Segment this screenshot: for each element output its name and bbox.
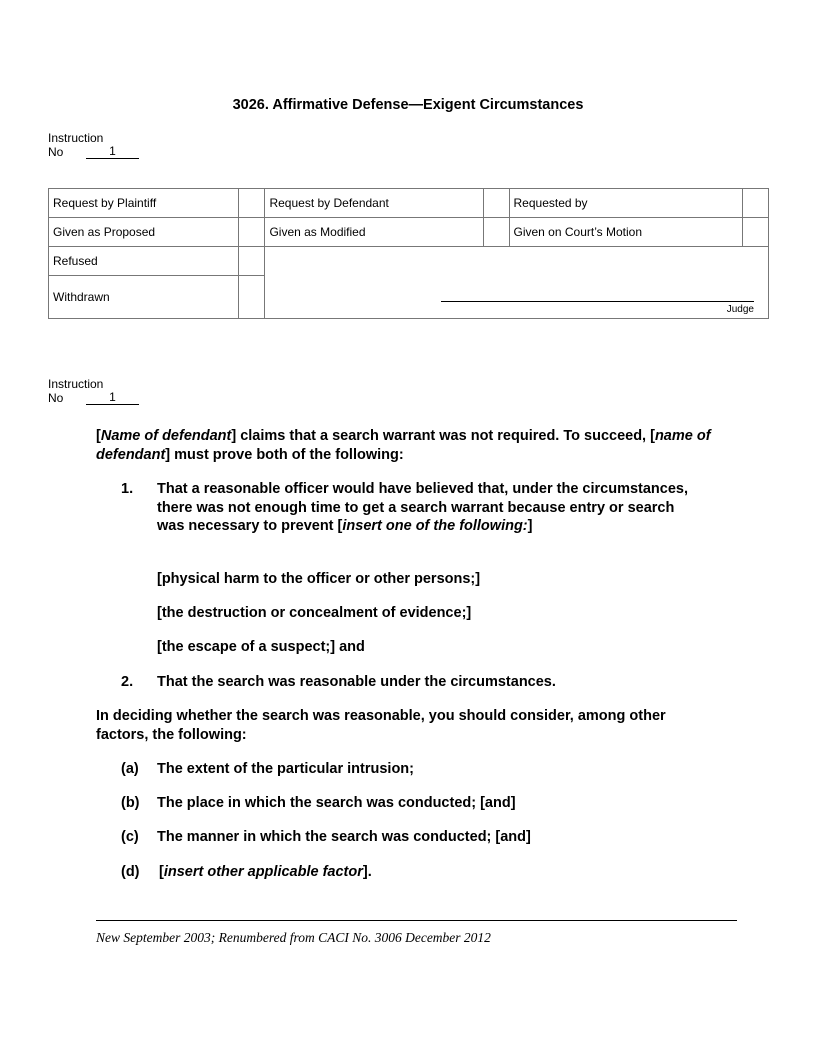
- request-by-defendant-checkbox[interactable]: [483, 189, 509, 218]
- instruction-number-block: [48, 131, 139, 159]
- factor-label: (b): [121, 795, 140, 811]
- intro-placeholder: Name of defendant: [100, 428, 232, 444]
- instruction-label: Instruction: [48, 131, 104, 145]
- withdrawn-label: Withdrawn: [49, 276, 239, 319]
- request-table: [48, 188, 769, 319]
- factor-text-part: ].: [362, 864, 372, 880]
- factor-text: [159, 863, 699, 882]
- withdrawn-checkbox[interactable]: [239, 276, 265, 319]
- footer-divider: [96, 920, 737, 921]
- judge-signature-line[interactable]: [441, 301, 754, 302]
- option-item: [physical harm to the officer or other persons;]: [157, 571, 481, 587]
- request-by-plaintiff-label: Request by Plaintiff: [49, 189, 239, 218]
- item-text: [157, 480, 697, 536]
- judge-label: Judge: [726, 304, 754, 315]
- intro-text: [: [96, 428, 101, 444]
- factor-placeholder: insert other applicable factor: [163, 864, 363, 880]
- instruction-number-block-2: [48, 377, 139, 405]
- given-as-proposed-label: Given as Proposed: [49, 218, 239, 247]
- factor-text: The manner in which the search was conducted; [and]: [157, 829, 531, 845]
- given-on-courts-motion-checkbox[interactable]: [743, 218, 769, 247]
- given-on-courts-motion-label: Given on Court’s Motion: [509, 218, 743, 247]
- factor-label: (a): [121, 761, 139, 777]
- factor-text-part: [: [159, 864, 164, 880]
- intro-placeholder: name of defendant: [96, 428, 711, 463]
- option-item: [the escape of a suspect;] and: [157, 639, 365, 655]
- intro-paragraph: [96, 427, 716, 464]
- instruction-number: 1: [86, 391, 139, 405]
- refused-checkbox[interactable]: [239, 247, 265, 276]
- item-text-part: That a reasonable officer would have believed that, under the circumstances, there was not enough time to get a search warrant because entry or search was necessary to prevent [: [157, 481, 689, 534]
- requested-by-checkbox[interactable]: [743, 189, 769, 218]
- judge-signature-area: [265, 247, 769, 319]
- item-number: 2.: [121, 674, 134, 690]
- given-as-proposed-checkbox[interactable]: [239, 218, 265, 247]
- item-placeholder: insert one of the following:: [342, 518, 528, 534]
- refused-label: Refused: [49, 247, 239, 276]
- footer-note: New September 2003; Renumbered from CACI No. 3006 December 2012: [96, 930, 491, 945]
- no-label: No: [48, 145, 64, 159]
- page-title: 3026. Affirmative Defense—Exigent Circumstances: [232, 97, 584, 113]
- request-by-plaintiff-checkbox[interactable]: [239, 189, 265, 218]
- item-text: That the search was reasonable under the circumstances.: [157, 674, 556, 690]
- factor-text: The place in which the search was conducted; [and]: [157, 795, 516, 811]
- factor-label: (c): [121, 829, 139, 845]
- given-as-modified-checkbox[interactable]: [483, 218, 509, 247]
- factor-label: (d): [121, 864, 140, 880]
- requested-by-label: Requested by: [509, 189, 743, 218]
- intro-text: ] must prove both of the following:: [165, 446, 404, 463]
- intro-text: ] claims that a search warrant was not required. To succeed, [: [231, 428, 655, 444]
- instruction-number: 1: [86, 145, 139, 159]
- factor-text: The extent of the particular intrusion;: [157, 761, 414, 777]
- instruction-label: Instruction: [48, 377, 104, 391]
- given-as-modified-label: Given as Modified: [265, 218, 483, 247]
- item-text-part: ]: [527, 518, 533, 534]
- consider-paragraph: In deciding whether the search was reasonable, you should consider, among other factors, the following:: [96, 708, 666, 743]
- no-label: No: [48, 391, 64, 405]
- option-item: [the destruction or concealment of evidence;]: [157, 605, 472, 621]
- item-number: 1.: [121, 481, 134, 497]
- request-by-defendant-label: Request by Defendant: [265, 189, 483, 218]
